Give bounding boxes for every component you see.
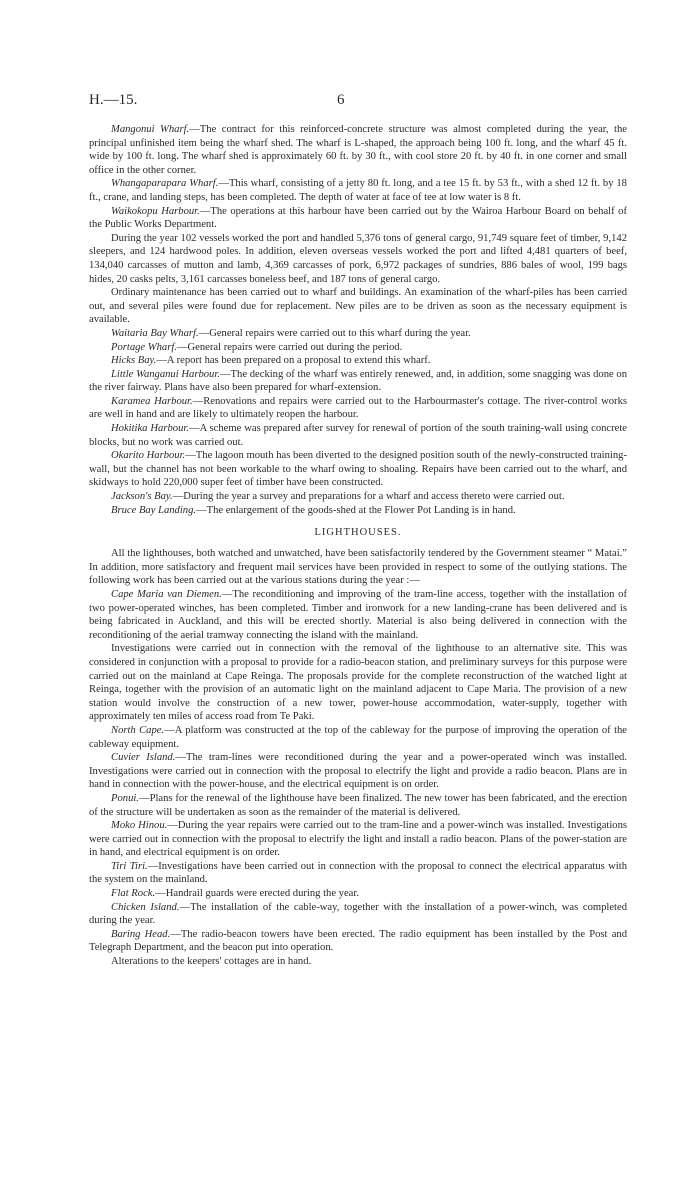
paragraph-karamea-harbour [89, 395, 627, 422]
paragraph-text: —Investigations have been carried out in connection with the proposal to connect the electrical apparatus with the system on the mainland. [89, 860, 627, 886]
paragraph-text: —During the year repairs were carried out to the tram-line and a power-winch was installed. Investigations were carried out in connection with the proposal to electrify the light and install a radio beacon. Plans of the power-station are in hand, and electrical equipment is on order. [89, 820, 627, 859]
paragraph-title: Ponui. [111, 792, 139, 804]
paragraph-baring-head [89, 928, 627, 955]
section-heading-lighthouses: LIGHTHOUSES. [314, 527, 402, 539]
paragraph-title: Chicken Island. [111, 901, 180, 913]
paragraph-text: —This wharf, consisting of a jetty 80 ft. long, and a tee 15 ft. by 53 ft., with a shed 12 ft. by 18 ft., crane, and landing steps, has been completed. The depth of water at face of tee at low water is 8 ft. [89, 178, 627, 203]
paragraph-waitaria-bay-wharf [89, 327, 627, 341]
paragraph-keepers-cottages [89, 955, 627, 969]
paragraph-title: Waikokopu Harbour. [111, 205, 200, 217]
paragraph-little-wanganui-harbour [89, 368, 627, 395]
paragraph-title: Whangaparapara Wharf. [111, 178, 219, 190]
paragraph-chicken-island [89, 901, 627, 928]
paragraph-ponui [89, 792, 627, 819]
paragraph-title: Flat Rock. [111, 888, 156, 900]
paragraph-portage-wharf [89, 341, 627, 355]
paragraph-text: —The operations at this harbour have been carried out by the Wairoa Harbour Board on behalf of the Public Works Department. [89, 205, 628, 231]
paragraph-waikokopu-cargo [89, 232, 627, 286]
paragraph-title: Portage Wharf. [111, 341, 177, 353]
paragraph-title: Hokitika Harbour. [111, 423, 189, 435]
page-header [89, 92, 621, 112]
paragraph-cape-maria-van-diemen [89, 588, 627, 642]
paragraph-text: —Plans for the renewal of the lighthouse have been finalized. The new tower has been fabricated, and the erection of the structure will be undertaken as soon as the remainder of the material is delivered. [89, 792, 627, 818]
paragraph-title: Tiri Tiri. [111, 860, 148, 872]
paragraph-moko-hinou [89, 819, 627, 860]
paragraph-title: Hicks Bay. [111, 355, 157, 367]
paragraph-title: Karamea Harbour. [111, 395, 193, 407]
paragraph-title: Cape Maria van Diemen. [111, 589, 222, 600]
page-number: 6 [337, 92, 345, 108]
paragraph-cuvier-island [89, 751, 627, 792]
document-reference: H.—15. [89, 92, 138, 108]
paragraph-title: Moko Hinou. [111, 820, 168, 832]
paragraph-bruce-bay-landing [89, 504, 627, 518]
paragraph-title: North Cape. [111, 724, 165, 736]
paragraph-title: Okarito Harbour. [111, 450, 186, 462]
paragraph-okarito-harbour [89, 449, 627, 490]
paragraph-text: —A platform was constructed at the top of the cableway for the purpose of improving the operation of the cableway equipment. [89, 724, 628, 750]
paragraph-text: —Handrail guards were erected during the year. [155, 888, 359, 900]
paragraph-text: —A scheme was prepared after survey for renewal of portion of the south training-wall using concrete blocks, but no work was carried out. [89, 423, 627, 448]
paragraph-text: Alterations to the keepers' cottages are in hand. [111, 956, 312, 968]
paragraph-text: Investigations were carried out in connection with the removal of the lighthouse to an alternative site. This was considered in conjunction with a proposal to provide for a radio-beacon station, and preliminary surveys for this purpose were carried out on the mainland at Cape Reinga. The proposals provide for the complete reconstruction of the watched light at Reinga, together with the provision of an automatic light on the mainland adjacent to Cape Maria. The provision of a new station would involve the construction of a new tower, power-house accommodation, water-supply, together with approximately ten miles of access road from Te Paki. [89, 643, 627, 723]
paragraph-hicks-bay [89, 354, 627, 368]
paragraph-north-cape [89, 724, 627, 751]
paragraph-text: During the year 102 vessels worked the port and handled 5,376 tons of general cargo, 91,749 square feet of timber, 9,142 sleepers, and 124 hardwood poles. In addition, eleven overseas vessels worked the port and lifted 4,481 quarters of beef, 134,040 carcasses of mutton and lamb, 4,369 carcasses of pork, 6,972 packages of sundries, 886 bales of wool, 199 bags hides, 20 casks pelts, 3,161 carcasses boneless beef, and 187 tons of general cargo. [89, 232, 627, 285]
paragraph-waikokopu-harbour [89, 205, 627, 232]
paragraph-jacksons-bay [89, 490, 627, 504]
paragraph-text: —Renovations and repairs were carried out to the Harbourmaster's cottage. The river-control works are well in hand and are likely to ultimately reopen the harbour. [89, 395, 627, 421]
paragraph-title: Waitaria Bay Wharf. [111, 327, 199, 339]
paragraph-title: Bruce Bay Landing. [111, 504, 197, 516]
paragraph-text: —General repairs were carried out during the period. [176, 341, 403, 353]
paragraph-title: Cuvier Island. [111, 752, 176, 764]
paragraph-text: —During the year a survey and preparations for a wharf and access thereto were carried out. [172, 491, 565, 503]
paragraph-text: Ordinary maintenance has been carried out to wharf and buildings. An examination of the wharf-piles has been carried out, and several piles were found due for replacement. New piles are to be driven as soon as the necessary equipment is available. [89, 287, 627, 326]
paragraph-whangaparapara-wharf [89, 177, 627, 204]
paragraph-title: Jackson's Bay. [111, 491, 173, 503]
paragraph-text: —A report has been prepared on a proposal to extend this wharf. [156, 355, 431, 367]
paragraph-text: —The tram-lines were reconditioned during the year and a power-operated winch was installed. Investigations were carried out in connection with the proposal to electrify the light and provide a radio beacon. Plans are in hand in connection with the power-house, and the electrical equipment is on order. [89, 752, 627, 791]
paragraph-title: Little Wanganui Harbour. [111, 368, 220, 380]
paragraph-text: All the lighthouses, both watched and unwatched, have been satisfactorily tendered by the Government steamer “ Matai.” In addition, more satisfactory and frequent mail services have been provided in respect to some of the outlying stations. The following work has been carried out at the various stations during the year :— [89, 548, 627, 587]
document-body [89, 123, 627, 969]
paragraph-text: —The installation of the cable-way, together with the installation of a power-winch, was completed during the year. [89, 901, 627, 927]
paragraph-flat-rock [89, 887, 627, 901]
paragraph-tiri-tiri [89, 860, 627, 887]
paragraph-mangonui-wharf [89, 123, 627, 177]
paragraph-text: —General repairs were carried out to this wharf during the year. [198, 327, 471, 339]
paragraph-text: —The reconditioning and improving of the tram-line access, together with the installation of two power-operated winches, has been completed. Timber and ironwork for a new landing-crane has been delivered and is being fabricated in Auckland, and this will be erected shortly. Material is also being delivered in connection with the reconditioning of the aerial tramway connecting the island with the mainland. [89, 589, 627, 641]
paragraph-title: Baring Head. [111, 928, 171, 940]
paragraph-title: Mangonui Wharf. [111, 124, 190, 135]
paragraph-hokitika-harbour [89, 422, 627, 449]
paragraph-lighthouses-intro [89, 547, 627, 588]
paragraph-text: —The decking of the wharf was entirely renewed, and, in addition, some snagging was done on the river fairway. Plans have also been prepared for wharf-extension. [89, 368, 628, 394]
paragraph-text: —The enlargement of the goods-shed at the Flower Pot Landing is in hand. [196, 504, 516, 516]
paragraph-cape-reinga-investigations [89, 642, 627, 724]
paragraph-text: —The radio-beacon towers have been erected. The radio equipment has been installed by the Post and Telegraph Department, and the beacon put into operation. [89, 928, 627, 954]
paragraph-text: —The contract for this reinforced-concrete structure was almost completed during the year, the principal unfinished item being the wharf shed. The wharf is L-shaped, the approach being 100 ft. long, and the wharf 45 ft. wide by 100 ft. long. The wharf shed is approximately 60 ft. by 30 ft., with cool store 20 ft. by 40 ft. in one corner and small office in the other corner. [89, 124, 627, 176]
paragraph-waikokopu-maintenance [89, 286, 627, 327]
paragraph-text: —The lagoon mouth has been diverted to the designed position south of the newly-constructed training-wall, but the channel has not been workable to the wharf owing to shoaling. Repairs have been carried out to the wharf, and skidways to hold 220,000 super feet of timber have been constructed. [89, 450, 627, 489]
